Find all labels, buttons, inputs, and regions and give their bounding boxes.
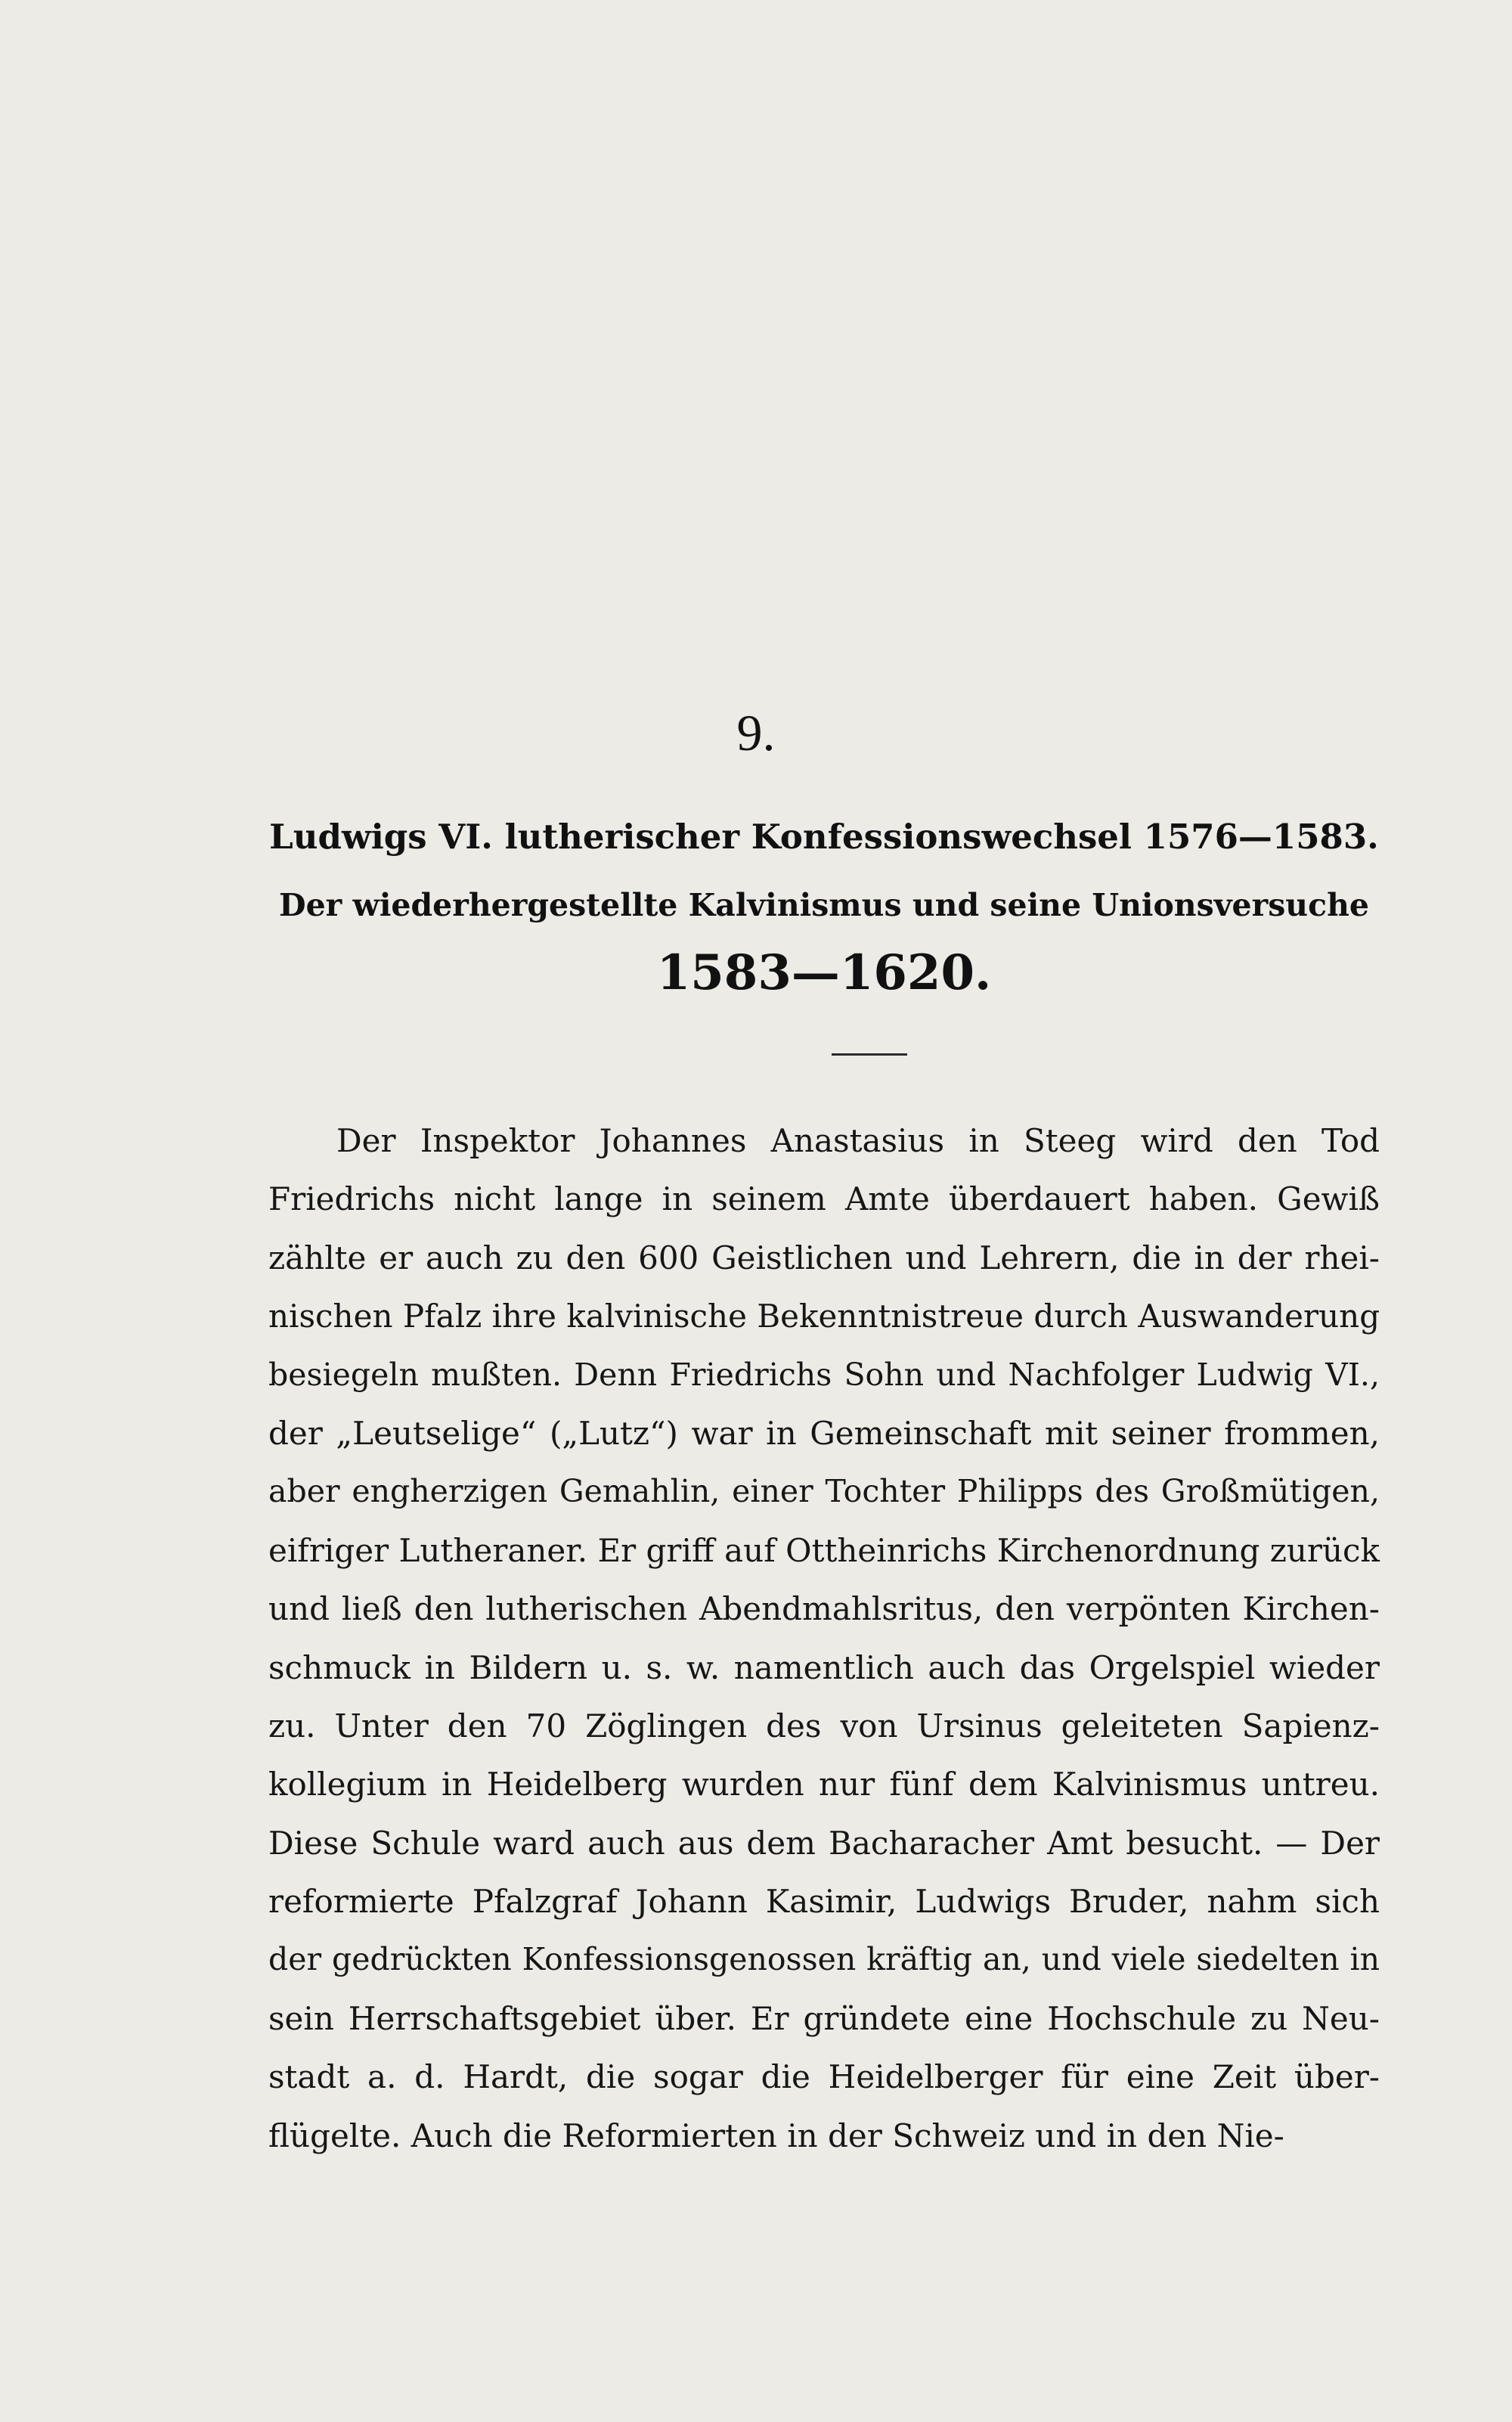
body-line: nischen Pfalz ihre kalvinische Bekenntnistreue durch Auswanderung [268, 1298, 1380, 1335]
body-line: zu. Unter den 70 Zöglingen des von Ursinus geleiteten Sapienz- [268, 1707, 1380, 1744]
title-divider [832, 1053, 907, 1056]
body-line: der gedrückten Konfessionsgenossen kräftig an, und viele siedelten in [268, 1941, 1380, 1978]
body-line: schmuck in Bildern u. s. w. namentlich auch das Orgelspiel wieder [268, 1648, 1380, 1686]
chapter-title-line: 1583—1620. [656, 944, 992, 1001]
chapter-title [268, 803, 1380, 1007]
body-line: kollegium in Heidelberg wurden nur fünf dem Kalvinismus untreu. [268, 1766, 1380, 1803]
body-line: der „Leutselige“ („Lutz“) war in Gemeinschaft mit seiner frommen, [268, 1414, 1380, 1452]
body-line: flügelte. Auch die Reformierten in der Schweiz und in den Nie- [268, 2117, 1284, 2154]
body-line: reformierte Pfalzgraf Johann Kasimir, Ludwigs Bruder, nahm sich [268, 1883, 1380, 1921]
body-line: Diese Schule ward auch aus dem Bacharacher Amt besucht. — Der [268, 1824, 1380, 1862]
body-line: stadt a. d. Hardt, die sogar die Heidelberger für eine Zeit über- [268, 2058, 1380, 2096]
body-line: sein Herrschaftsgebiet über. Er gründete eine Hochschule zu Neu- [268, 1999, 1380, 2037]
chapter-title-line: Ludwigs VI. lutherischer Konfessionswechsel 1576—1583. [269, 817, 1379, 857]
chapter-title-line: Der wiederhergestellte Kalvinismus und seine Unionsversuche [279, 887, 1369, 923]
body-line: besiegeln mußten. Denn Friedrichs Sohn und Nachfolger Ludwig VI., [268, 1356, 1380, 1393]
body-line: aber engherzigen Gemahlin, einer Tochter Philipps des Großmütigen, [268, 1473, 1380, 1510]
chapter-number: 9. [736, 704, 776, 761]
body-line: und ließ den lutherischen Abendmahlsritus, den verpönten Kirchen- [268, 1590, 1380, 1628]
body-line: Friedrichs nicht lange in seinem Amte überdauert haben. Gewiß [268, 1180, 1380, 1218]
body-line: eifriger Lutheraner. Er griff auf Ottheinrichs Kirchenordnung zurück [268, 1531, 1380, 1569]
body-line: Der Inspektor Johannes Anastasius in Steeg wird den Tod [336, 1122, 1380, 1159]
body-line: zählte er auch zu den 600 Geistlichen und Lehrern, die in der rhei- [268, 1239, 1380, 1276]
body-text [268, 1112, 1380, 2165]
